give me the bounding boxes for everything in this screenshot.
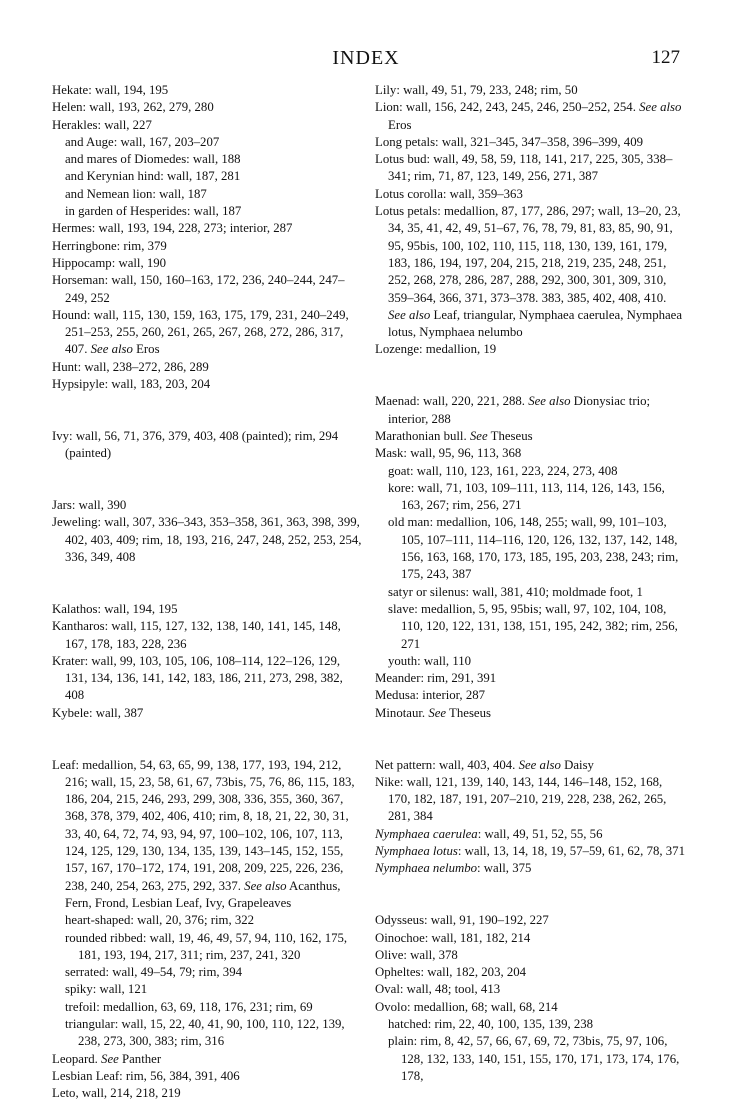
entry-text: trefoil: medallion, 63, 69, 118, 176, 231; rim, 69 (65, 999, 313, 1014)
see-reference: See (101, 1051, 119, 1066)
index-subentry (375, 1033, 687, 1085)
index-subentry (52, 168, 362, 185)
index-entry (52, 653, 362, 705)
entry-text: Medusa: interior, 287 (375, 688, 486, 703)
index-entry (52, 428, 362, 463)
index-subentry (52, 981, 362, 998)
see-target: Daisy (560, 757, 594, 772)
section-gap (52, 566, 362, 583)
index-subentry (375, 463, 687, 480)
entry-text: : wall, 49, 51, 52, 55, 56 (477, 826, 603, 841)
entry-text: Ivy: wall, 56, 71, 376, 379, 403, 408 (painted); rim, 294 (painted) (52, 428, 339, 461)
entry-text: Jeweling: wall, 307, 336–343, 353–358, 361, 363, 398, 399, 402, 403, 409; rim, 18, 193, 216, 247, 248, 252, 253, 254, 336, 349, 408 (52, 515, 362, 565)
section-gap (52, 739, 362, 756)
entry-text: heart-shaped: wall, 20, 376; rim, 322 (65, 913, 255, 928)
entry-text: Lily: wall, 49, 51, 79, 233, 248; rim, 50 (375, 83, 578, 97)
index-entry (375, 757, 687, 774)
index-entry (52, 359, 362, 376)
index-entry (52, 514, 362, 566)
index-entry (52, 601, 362, 618)
entry-text: and mares of Diomedes: wall, 188 (65, 152, 241, 167)
index-entry (375, 843, 687, 860)
entry-text: Krater: wall, 99, 103, 105, 106, 108–114, 122–126, 129, 131, 134, 136, 141, 142, 183, 186, 211, 273, 298, 382, 408 (52, 653, 343, 703)
entry-text: Horseman: wall, 150, 160–163, 172, 236, 240–244, 247–249, 252 (52, 273, 345, 305)
entry-text: serrated: wall, 49–54, 79; rim, 394 (65, 965, 242, 980)
entry-text: Marathonian bull. (375, 428, 467, 443)
entry-text: youth: wall, 110 (388, 653, 472, 668)
entry-text: and Kerynian hind: wall, 187, 281 (65, 169, 241, 184)
index-subentry (52, 186, 362, 203)
entry-text: and Nemean lion: wall, 187 (65, 186, 207, 201)
entry-text: Mask: wall, 95, 96, 113, 368 (375, 446, 522, 461)
entry-text: Lesbian Leaf: rim, 56, 384, 391, 406 (52, 1068, 240, 1083)
entry-text: Kantharos: wall, 115, 127, 132, 138, 140, 141, 145, 148, 167, 178, 183, 228, 236 (52, 619, 341, 651)
right-column (375, 82, 687, 1085)
entry-text: Nike: wall, 121, 139, 140, 143, 144, 146–148, 152, 168, 170, 182, 187, 191, 207–210, 219, 228, 238, 262, 265, 281, 384 (375, 774, 667, 824)
entry-text: Lotus petals: medallion, 87, 177, 286, 297; wall, 13–20, 23, 34, 35, 41, 42, 49, 51–67, 76, 78, 79, 81, 83, 85, 90, 91, 95, 95bis, 100, 102, 110, 115, 118, 130, 139, 161, 179, 183, 186, 194, 197, 204, 215, 218, 219, 235, 248, 251, 252, 268, 278, 286, 287, 288, 292, 300, 301, 309, 310, 359–364, 366, 371, 373–378. 383, 385, 402, 408, 410. (375, 204, 681, 305)
index-subentry (52, 964, 362, 981)
index-subentry (52, 151, 362, 168)
see-target: Leaf, triangular, Nymphaea caerulea, Nymphaea lotus, Nymphaea nelumbo (388, 307, 683, 340)
entry-text: Minotaur. (375, 705, 426, 720)
entry-text: slave: medallion, 5, 95, 95bis; wall, 97, 102, 104, 108, 110, 120, 122, 131, 138, 151, 195, 242, 382; rim, 256, 271 (388, 601, 678, 651)
entry-text: Oval: wall, 48; tool, 413 (375, 982, 501, 997)
entry-text: Ovolo: medallion, 68; wall, 68, 214 (375, 999, 558, 1014)
entry-text: Jars: wall, 390 (52, 498, 127, 513)
see-target: Eros (388, 117, 412, 132)
see-reference: See also (388, 307, 431, 322)
see-target: Theseus (446, 705, 491, 720)
index-entry (375, 151, 687, 186)
entry-text: Hound: wall, 115, 130, 159, 163, 175, 179, 231, 240–249, 251–253, 255, 260, 261, 265, 267, 268, 272, 286, 317, 407. (52, 307, 349, 357)
index-entry (375, 445, 687, 462)
entry-text: Herringbone: rim, 379 (52, 238, 167, 253)
entry-text: and Auge: wall, 167, 203–207 (65, 134, 220, 149)
index-entry (375, 393, 687, 428)
index-subentry (375, 514, 687, 583)
index-subentry (375, 653, 687, 670)
index-entry (375, 912, 687, 929)
entry-text: Kybele: wall, 387 (52, 705, 144, 720)
see-reference: See (469, 428, 488, 443)
entry-text: spiky: wall, 121 (65, 982, 148, 997)
entry-text: Lotus corolla: wall, 359–363 (375, 186, 523, 201)
index-entry (52, 376, 362, 393)
index-entry (52, 82, 362, 99)
index-entry (375, 670, 687, 687)
entry-text: satyr or silenus: wall, 381, 410; moldmade foot, 1 (388, 584, 643, 599)
index-subentry (375, 1016, 687, 1033)
index-entry (52, 255, 362, 272)
entry-text: : wall, 13, 14, 18, 19, 57–59, 61, 62, 78, 371 (457, 844, 685, 859)
entry-text: Odysseus: wall, 91, 190–192, 227 (375, 913, 549, 928)
index-subentry (52, 930, 362, 965)
section-gap (52, 480, 362, 497)
section-gap (52, 722, 362, 739)
index-entry (375, 687, 687, 704)
index-entry (52, 307, 362, 359)
entry-text: Hermes: wall, 193, 194, 228, 273; interior, 287 (52, 221, 293, 236)
entry-text: Kalathos: wall, 194, 195 (52, 601, 178, 616)
section-gap (52, 411, 362, 428)
entry-text: Leopard. (52, 1051, 98, 1066)
entry-text: Hekate: wall, 194, 195 (52, 83, 169, 97)
see-reference: See also (528, 394, 571, 409)
section-gap (52, 584, 362, 601)
index-entry (52, 1051, 362, 1068)
section-gap (52, 393, 362, 410)
index-entry (52, 1085, 362, 1102)
see-reference: See (428, 705, 447, 720)
index-subentry (52, 1016, 362, 1051)
entry-text: Lozenge: medallion, 19 (375, 342, 497, 357)
index-entry (375, 82, 687, 99)
entry-text: Oinochoe: wall, 181, 182, 214 (375, 930, 531, 945)
entry-text: old man: medallion, 106, 148, 255; wall, 99, 101–103, 105, 107–111, 114–116, 120, 126, 132, 137, 142, 148, 156, 163, 168, 170, 173, 185, 195, 203, 238, 243; rim, 175, 243, 387 (388, 515, 679, 582)
section-gap (375, 895, 687, 912)
index-subentry (52, 912, 362, 929)
see-reference: See also (244, 878, 287, 893)
section-gap (375, 739, 687, 756)
index-subentry (375, 584, 687, 601)
see-target: Panther (118, 1051, 162, 1066)
index-entry (375, 999, 687, 1016)
section-gap (375, 359, 687, 376)
entry-heading-italic: Nymphaea nelumbo (375, 861, 478, 876)
see-target: Eros (132, 342, 160, 357)
index-entry (375, 203, 687, 341)
index-entry (52, 757, 362, 913)
section-gap (375, 722, 687, 739)
index-entry (52, 99, 362, 116)
entry-text: Lion: wall, 156, 242, 243, 245, 246, 250–252, 254. (375, 100, 636, 115)
see-reference: See also (518, 757, 561, 772)
index-entry (375, 947, 687, 964)
index-entry (52, 1068, 362, 1085)
entry-heading-italic: Nymphaea caerulea (375, 826, 478, 841)
index-entry (52, 238, 362, 255)
entry-text: goat: wall, 110, 123, 161, 223, 224, 273, 408 (388, 463, 618, 478)
index-subentry (375, 480, 687, 515)
page-number: 127 (651, 47, 680, 68)
index-entry (375, 341, 687, 358)
entry-text: Long petals: wall, 321–345, 347–358, 396–399, 409 (375, 134, 644, 149)
see-target: Dionysiac trio; interior, 288 (388, 394, 651, 426)
index-entry (375, 930, 687, 947)
entry-text: Net pattern: wall, 403, 404. (375, 757, 516, 772)
entry-text: Hippocamp: wall, 190 (52, 255, 167, 270)
entry-text: Herakles: wall, 227 (52, 117, 152, 132)
entry-text: Opheltes: wall, 182, 203, 204 (375, 965, 527, 980)
index-entry (375, 99, 687, 134)
index-subentry (52, 203, 362, 220)
see-target: Acanthus, Fern, Frond, Lesbian Leaf, Ivy, Grapeleaves (65, 878, 341, 910)
section-gap (52, 463, 362, 480)
page-header (0, 47, 732, 75)
left-column (52, 82, 362, 1103)
index-entry (52, 618, 362, 653)
index-entry (375, 981, 687, 998)
see-target: Theseus (487, 428, 533, 443)
entry-heading-italic: Nymphaea lotus (375, 844, 458, 859)
entry-text: triangular: wall, 15, 22, 40, 41, 90, 100, 110, 122, 139, 238, 273, 300, 383; rim, 316 (65, 1017, 345, 1049)
index-subentry (52, 134, 362, 151)
see-reference: See also (90, 342, 133, 357)
entry-text: kore: wall, 71, 103, 109–111, 113, 114, 126, 143, 156, 163, 267; rim, 256, 271 (388, 480, 665, 513)
index-entry (375, 428, 687, 445)
index-entry (375, 134, 687, 151)
entry-text: Meander: rim, 291, 391 (375, 671, 497, 686)
section-gap (375, 878, 687, 895)
entry-text: : wall, 375 (477, 861, 532, 876)
entry-text: Maenad: wall, 220, 221, 288. (375, 394, 525, 409)
index-entry (375, 705, 687, 722)
index-subentry (375, 601, 687, 653)
entry-text: hatched: rim, 22, 40, 100, 135, 139, 238 (388, 1017, 594, 1032)
index-subentry (52, 999, 362, 1016)
entry-text: Leaf: medallion, 54, 63, 65, 99, 138, 177, 193, 194, 212, 216; wall, 15, 23, 58, 61, 67, 73bis, 75, 76, 86, 115, 183, 186, 204, 215, 246, 293, 299, 308, 336, 355, 360, 367, 368, 378, 379, 402, 406, 410; rim, 8, 18, 21, 22, 30, 31, 33, 40, 64, 72, 74, 93, 94, 97, 100–102, 106, 107, 113, 124, 125, 129, 130, 134, 135, 139, 143–145, 152, 155, 157, 167, 170–172, 174, 191, 208, 209, 225, 226, 236, 238, 240, 254, 263, 275, 292, 337. (52, 757, 355, 893)
index-entry (375, 774, 687, 826)
index-entry (52, 272, 362, 307)
index-entry (375, 826, 687, 843)
entry-text: Leto, wall, 214, 218, 219 (52, 1086, 181, 1101)
index-entry (52, 220, 362, 237)
entry-text: Olive: wall, 378 (375, 947, 458, 962)
entry-text: in garden of Hesperides: wall, 187 (65, 204, 242, 219)
see-reference: See also (639, 100, 682, 115)
index-entry (375, 860, 687, 877)
entry-text: Hypsipyle: wall, 183, 203, 204 (52, 377, 211, 392)
index-entry (375, 964, 687, 981)
entry-text: rounded ribbed: wall, 19, 46, 49, 57, 94, 110, 162, 175, 181, 193, 194, 217, 311; rim, 237, 241, 320 (65, 930, 348, 962)
entry-text: Hunt: wall, 238–272, 286, 289 (52, 359, 209, 374)
running-title: INDEX (332, 47, 400, 69)
entry-text: Lotus bud: wall, 49, 58, 59, 118, 141, 217, 225, 305, 338–341; rim, 71, 87, 123, 149, 256, 271, 387 (375, 152, 673, 184)
index-entry (52, 497, 362, 514)
section-gap (375, 376, 687, 393)
index-entry (375, 186, 687, 203)
entry-text: plain: rim, 8, 42, 57, 66, 67, 69, 72, 73bis, 75, 97, 106, 128, 132, 133, 140, 151, 155, 170, 171, 173, 174, 176, 178, (388, 1034, 680, 1083)
index-entry (52, 705, 362, 722)
entry-text: Helen: wall, 193, 262, 279, 280 (52, 100, 214, 115)
index-entry (52, 117, 362, 134)
